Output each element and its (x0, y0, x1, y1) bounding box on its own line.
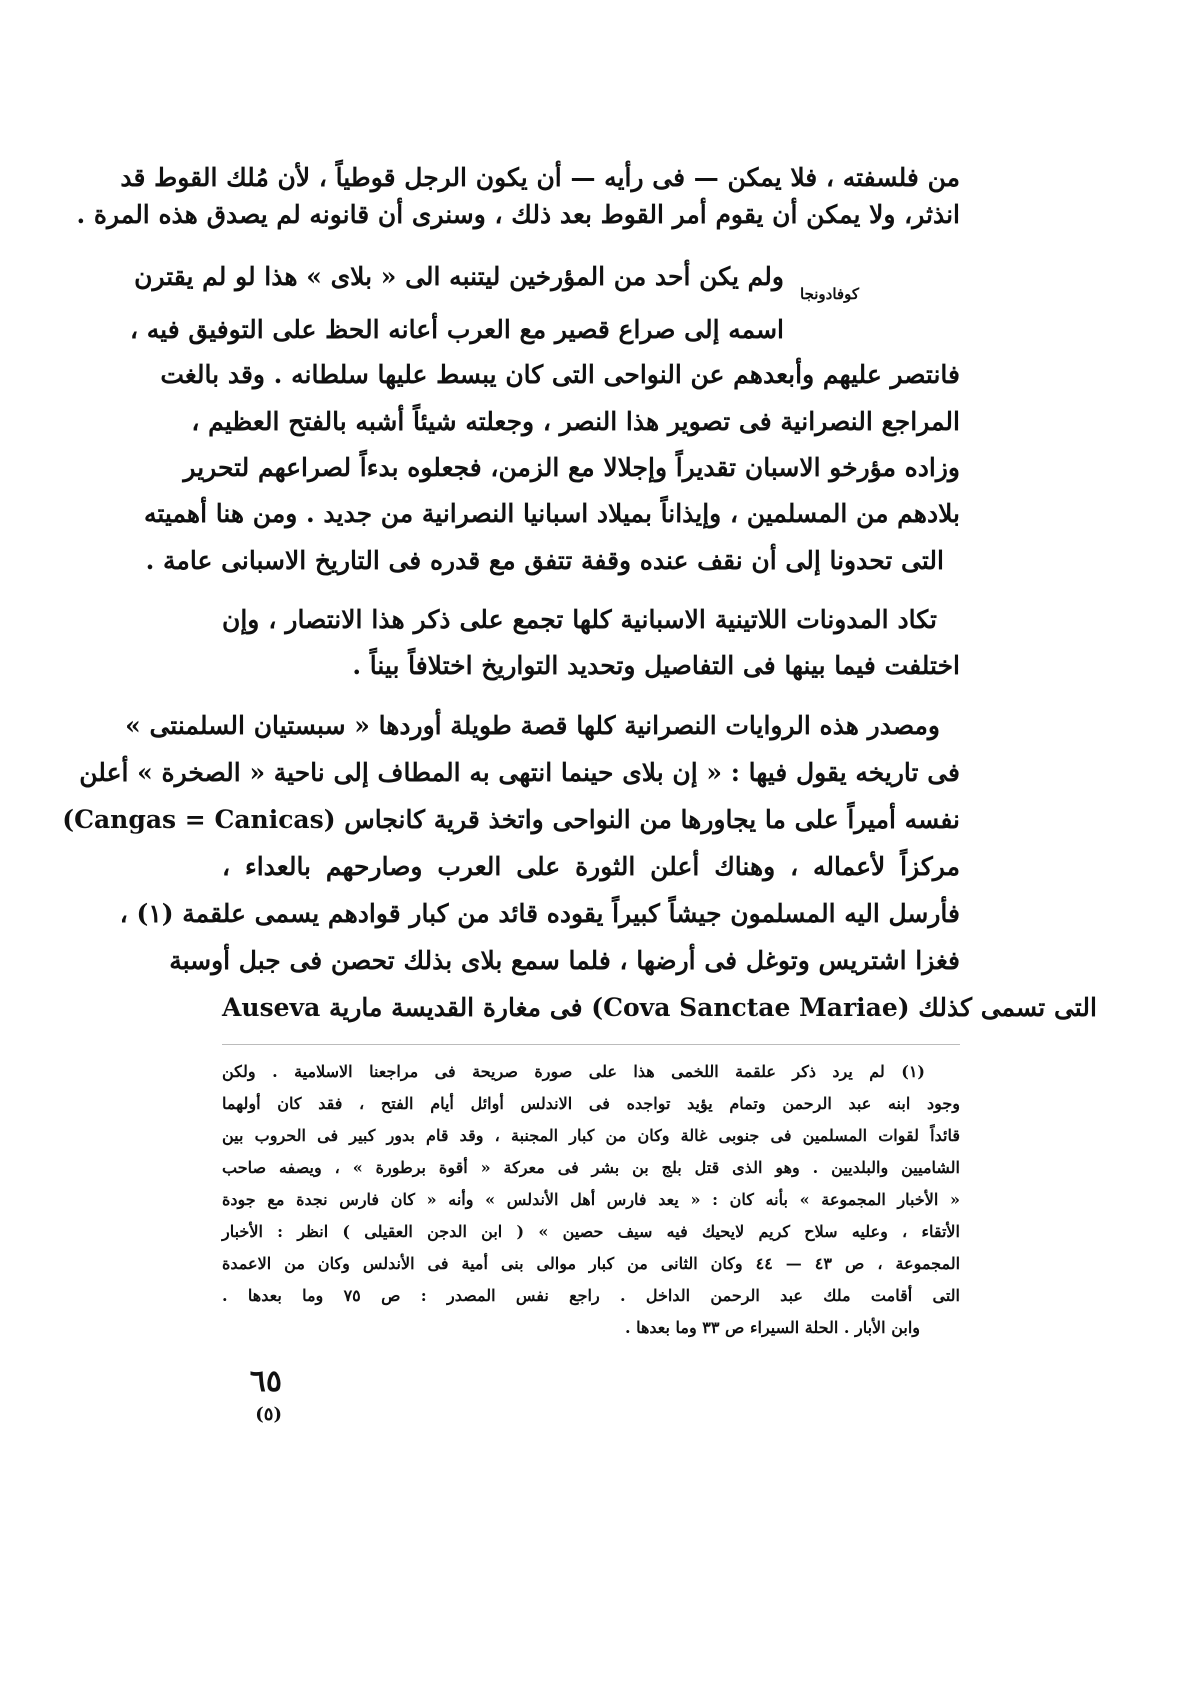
footnote-line: وابن الأبار . الحلة السيراء ص ٣٣ وما بعدها . (624, 1318, 920, 1337)
text-line: فانتصر عليهم وأبعدهم عن النواحى التى كان يبسط عليها سلطانه . وقد بالغت (160, 360, 960, 389)
text-line: من فلسفته ، فلا يمكن — فى رأيه — أن يكون الرجل قوطياً ، لأن مُلك القوط قد (120, 163, 960, 192)
text-line: وزاده مؤرخو الاسبان تقديراً وإجلالا مع الزمن، فجعلوه بدءاً لصراعهم لتحرير (183, 453, 960, 482)
text-line: انذثر، ولا يمكن أن يقوم أمر القوط بعد ذلك ، وسنرى أن قانونه لم يصدق هذه المرة . (76, 200, 960, 229)
text-line: نفسه أميراً على ما يجاورها من النواحى واتخذ قرية كانجاس (Cangas = Canicas) (62, 805, 960, 834)
text-line: Auseva فى مغارة القديسة مارية (Cova Sanctae Mariae) التى تسمى كذلك (222, 993, 1097, 1022)
text-line: اسمه إلى صراع قصير مع العرب أعانه الحظ على التوفيق فيه ، (129, 315, 784, 344)
footnote-rule (222, 1044, 960, 1045)
text-line: فأرسل اليه المسلمون جيشاً كبيراً يقوده قائد من كبار قوادهم يسمى علقمة (١) ، (119, 899, 960, 928)
text-line: تكاد المدونات اللاتينية الاسبانية كلها تجمع على ذكر هذا الانتصار ، وإن (222, 605, 937, 634)
text-line: اختلفت فيما بينها فى التفاصيل وتحديد التواريخ اختلافاً بيناً . (352, 651, 960, 680)
footnote-line: (١) لم يرد ذكر علقمة اللخمى هذا على صورة صريحة فى مراجعنا الاسلامية . ولكن (222, 1062, 925, 1081)
footnote-line: الشاميين والبلديين . وهو الذى قتل بلج بن بشر فى معركة « أقوة برطورة » ، ويصفه صاحب (222, 1158, 960, 1177)
footnote-line: « الأخبار المجموعة » بأنه كان : « يعد فارس أهل الأندلس » وأنه « كان فارس نجدة مع جودة (222, 1190, 961, 1209)
signature-mark: (٥) (255, 1404, 282, 1425)
text-line: المراجع النصرانية فى تصوير هذا النصر ، وجعلته شيئاً أشبه بالفتح العظيم ، (191, 407, 960, 436)
text-line: بلادهم من المسلمين ، وإيذاناً بميلاد اسبانيا النصرانية من جديد . ومن هنا أهميته (143, 499, 960, 528)
page-number: ٦٥ (249, 1364, 282, 1399)
footnote-line: التى أقامت ملك عبد الرحمن الداخل . راجع نفس المصدر : ص ٧٥ وما بعدها . (222, 1286, 960, 1305)
text-line: ولم يكن أحد من المؤرخين ليتنبه الى « بلاى » هذا لو لم يقترن (134, 262, 784, 291)
text-line: فغزا اشتريس وتوغل فى أرضها ، فلما سمع بلاى بذلك تحصن فى جبل أوسبة (169, 946, 960, 975)
text-line: فى تاريخه يقول فيها : « إن بلاى حينما انتهى به المطاف إلى ناحية « الصخرة » أعلن (79, 758, 960, 787)
margin-note: كوفادونجا (800, 285, 859, 303)
footnote-line: وجود ابنه عبد الرحمن وتمام يؤيد تواجده فى الاندلس أوائل أيام الفتح ، فقد كان أولهما (222, 1094, 961, 1113)
text-line: التى تحدونا إلى أن نقف عنده وقفة تتفق مع قدره فى التاريخ الاسبانى عامة . (145, 546, 944, 575)
footnote-line: قائداً لقوات المسلمين فى جنوبى غالة وكان من كبار المجنبة ، وقد قام بدور كبير فى الحروب بين (222, 1126, 960, 1145)
footnote-line: الأتقاء ، وعليه سلاح كريم لايحيك فيه سيف حصين » ( ابن الدجن العقيلى ) انظر : الأخبار (222, 1222, 960, 1241)
footnote-line: المجموعة ، ص ٤٣ — ٤٤ وكان الثانى من كبار موالى بنى أمية فى الأندلس وكان من الاعمدة (222, 1254, 961, 1273)
text-line: ومصدر هذه الروايات النصرانية كلها قصة طويلة أوردها « سبستيان السلمنتى » (125, 711, 940, 740)
text-line: مركزاً لأعماله ، وهناك أعلن الثورة على العرب وصارحهم بالعداء ، (222, 852, 960, 881)
